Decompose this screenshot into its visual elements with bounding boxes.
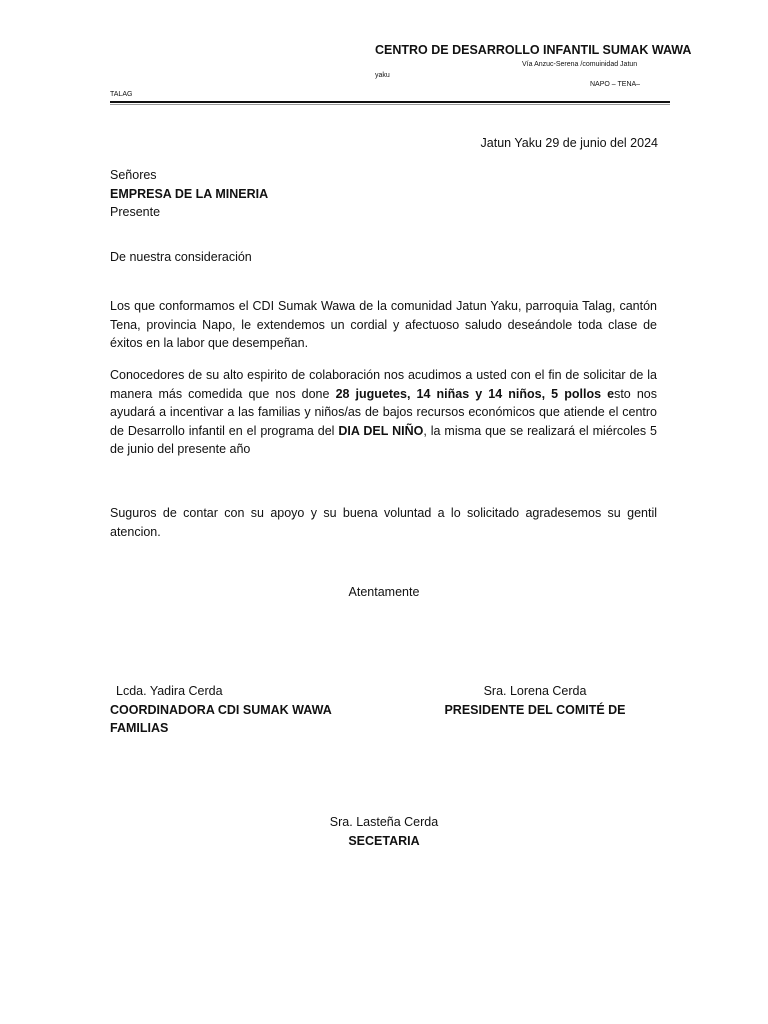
paragraph-2-part-2: sto nos ayudará a incentivar a las familias y niños/as de bajos recursos económicos que atiende el centro de Desarrollo infantil en el programa del [110, 386, 657, 438]
header-title: CENTRO DE DESARROLLO INFANTIL SUMAK WAWA [375, 43, 692, 57]
signature-left [110, 682, 370, 738]
paragraph-2-bold-2: DIA DEL NIÑO [338, 423, 424, 438]
paragraph-2 [110, 366, 657, 459]
recipient-block [110, 166, 510, 222]
header-address-line-3: NAPO – TENA– [590, 81, 641, 88]
letter-date: Jatun Yaku 29 de junio del 2024 [480, 136, 658, 150]
paragraph-2-part-3: , la misma que se realizará el miércoles 5 de junio del presente año [110, 423, 657, 456]
signature-bottom-name: Sra. Lasteña Cerda [329, 815, 439, 829]
paragraph-3: Suguros de contar con su apoyo y su buena voluntad a lo solicitado agradesemos su gentil atencion. [110, 506, 657, 539]
paragraph-2-bold-1: 28 juguetes, 14 niñas y 14 niños, 5 pollos e [335, 386, 615, 401]
signature-right-role: PRESIDENTE DEL COMITÉ DE [444, 702, 626, 717]
signature-left-role-extra: FAMILIAS [110, 721, 169, 735]
letter-closing: Atentamente [348, 585, 420, 599]
header-address-line-1: Vía Anzuc-Serena /comuinidad Jatun [522, 61, 638, 68]
recipient-company: EMPRESA DE LA MINERIA [110, 186, 269, 201]
signature-bottom-role: SECETARIA [348, 833, 420, 848]
recipient-salutation: Señores [110, 168, 157, 182]
signature-right [420, 682, 650, 719]
signature-left-role: COORDINADORA CDI SUMAK WAWA [110, 702, 332, 717]
signature-right-name: Sra. Lorena Cerda [483, 684, 587, 698]
header-divider-shadow [110, 104, 670, 105]
paragraph-1: Los que conformamos el CDI Sumak Wawa de la comunidad Jatun Yaku, parroquia Talag, cantón Tena, provincia Napo, le extendemos un cordial y afectuoso saludo deseándole toda clase de éxitos en la labor que desempeñan. [110, 299, 657, 350]
signature-bottom [284, 813, 484, 850]
paragraph-2-part-1: Conocedores de su alto espirito de colaboración nos acudimos a usted con el fin de solicitar de la manera más comedida que nos done [110, 368, 657, 401]
letter-greeting: De nuestra consideración [110, 250, 252, 264]
header-address-line-4: TALAG [110, 91, 133, 98]
header-address-line-2: yaku [375, 72, 390, 79]
header-divider [110, 101, 670, 103]
recipient-presente: Presente [110, 205, 161, 219]
signature-left-name: Lcda. Yadira Cerda [116, 684, 223, 698]
